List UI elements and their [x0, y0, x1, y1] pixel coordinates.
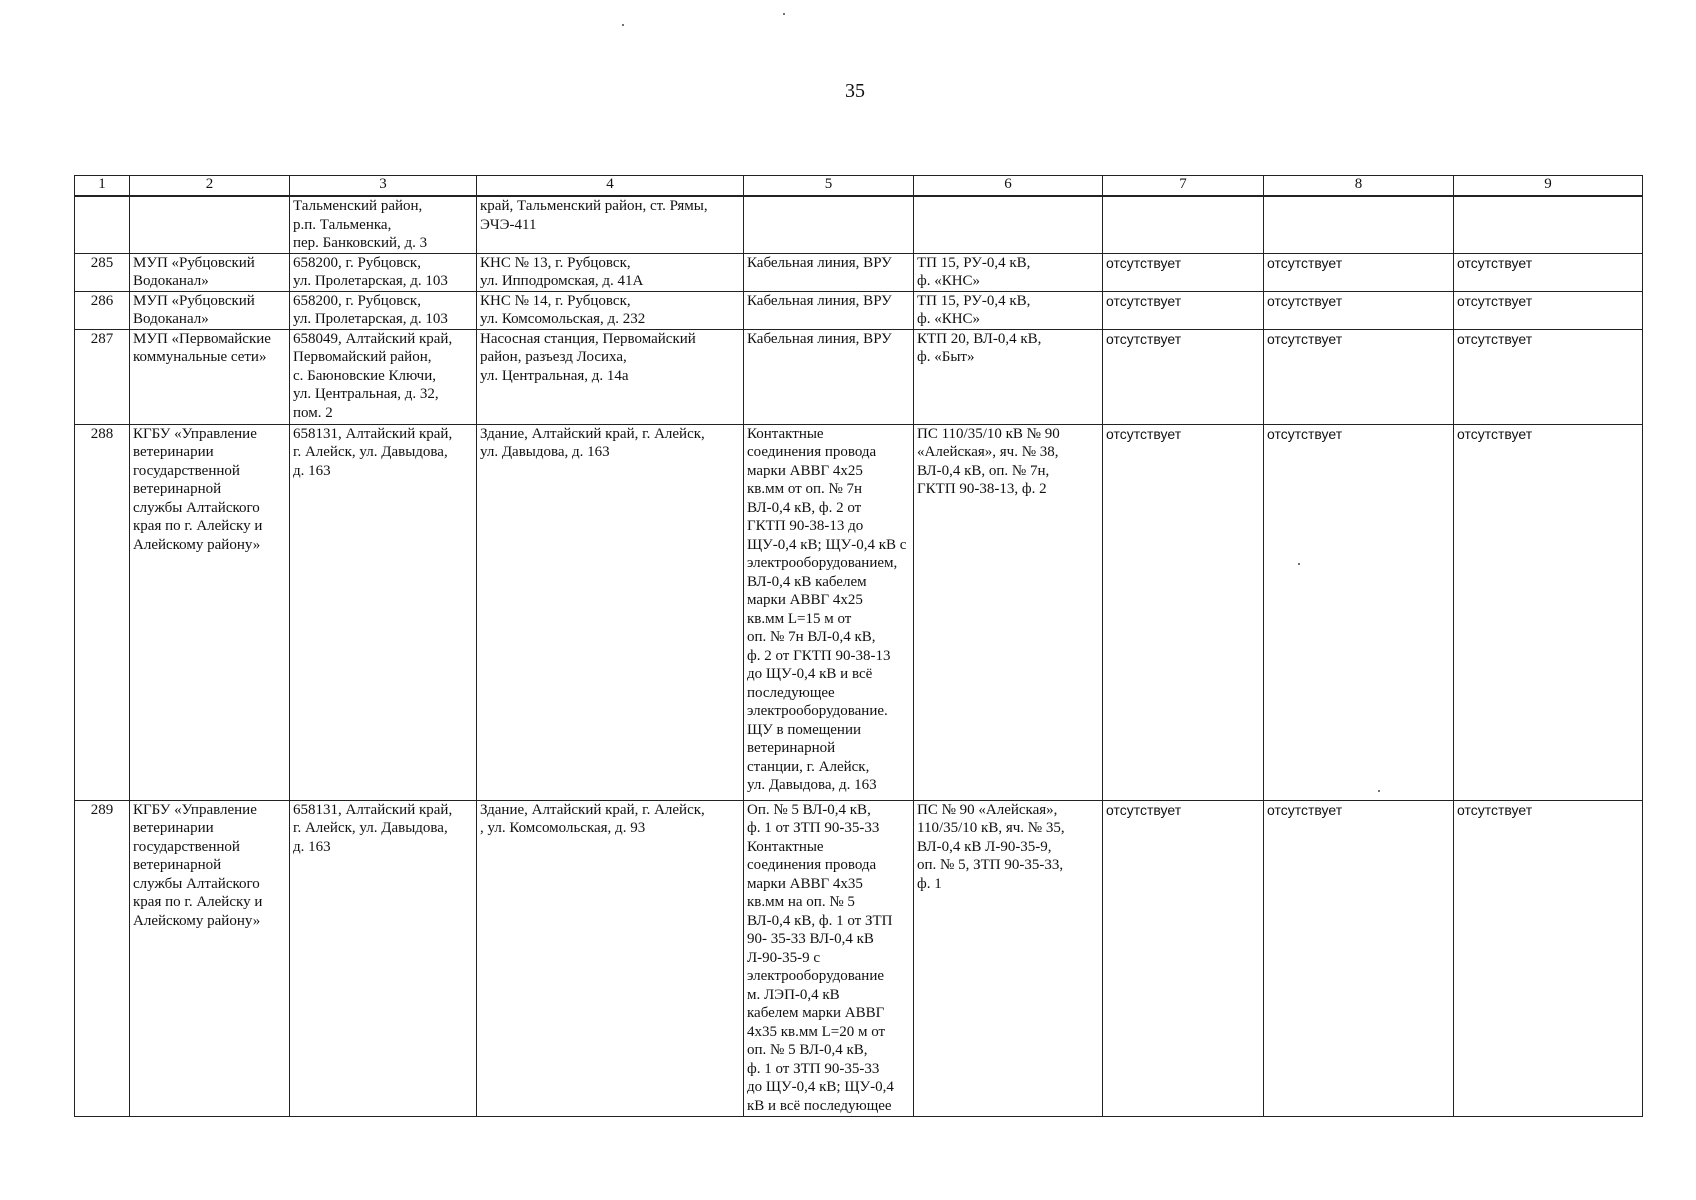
page-number: 35	[845, 80, 865, 102]
status-cell: отсутствует	[1454, 253, 1643, 291]
boundary-cell: Кабельная линия, ВРУ	[744, 329, 914, 424]
column-header: 3	[290, 176, 477, 197]
organization-cell: МУП «Рубцовский Водоканал»	[130, 291, 290, 329]
column-header: 1	[75, 176, 130, 197]
status-cell: отсутствует	[1103, 800, 1264, 1116]
column-header: 4	[477, 176, 744, 197]
status-cell: отсутствует	[1264, 291, 1454, 329]
supply-point-cell: КТП 20, ВЛ-0,4 кВ, ф. «Быт»	[914, 329, 1103, 424]
table-row	[75, 291, 1643, 329]
object-address-cell: Насосная станция, Первомайский район, разъезд Лосиха, ул. Центральная, д. 14а	[477, 329, 744, 424]
object-address-cell: КНС № 13, г. Рубцовск, ул. Ипподромская, д. 41А	[477, 253, 744, 291]
boundary-cell: Кабельная линия, ВРУ	[744, 291, 914, 329]
table-row	[75, 196, 1643, 253]
boundary-cell: Кабельная линия, ВРУ	[744, 253, 914, 291]
organization-cell: МУП «Первомайские коммунальные сети»	[130, 329, 290, 424]
scan-speck	[622, 24, 624, 26]
row-number-cell: 289	[75, 800, 130, 1116]
column-header: 9	[1454, 176, 1643, 197]
row-number-cell	[75, 196, 130, 253]
legal-address-cell: 658131, Алтайский край, г. Алейск, ул. Давыдова, д. 163	[290, 424, 477, 800]
table-row	[75, 329, 1643, 424]
boundary-cell: Оп. № 5 ВЛ-0,4 кВ, ф. 1 от ЗТП 90-35-33 Контактные соединения провода марки АВВГ 4х35 кв.мм на оп. № 5 ВЛ-0,4 кВ, ф. 1 от ЗТП 90- 35-33 ВЛ-0,4 кВ Л-90-35-9 с электрооборудование м. ЛЭП-0,4 кВ кабелем марки АВВГ 4х35 кв.мм L=20 м от оп. № 5 ВЛ-0,4 кВ, ф. 1 от ЗТП 90-35-33 до ЩУ-0,4 кВ; ЩУ-0,4 кВ и всё последующее	[744, 800, 914, 1116]
status-cell	[1454, 196, 1643, 253]
column-header: 8	[1264, 176, 1454, 197]
legal-address-cell: Тальменский район, р.п. Тальменка, пер. Банковский, д. 3	[290, 196, 477, 253]
table-row	[75, 800, 1643, 1116]
column-header: 5	[744, 176, 914, 197]
supply-point-cell: ПС 110/35/10 кВ № 90 «Алейская», яч. № 38, ВЛ-0,4 кВ, оп. № 7н, ГКТП 90-38-13, ф. 2	[914, 424, 1103, 800]
status-cell	[1264, 196, 1454, 253]
status-cell: отсутствует	[1454, 800, 1643, 1116]
object-address-cell: КНС № 14, г. Рубцовск, ул. Комсомольская, д. 232	[477, 291, 744, 329]
table-row	[75, 424, 1643, 800]
organization-cell: КГБУ «Управление ветеринарии государственной ветеринарной службы Алтайского края по г. Алейску и Алейскому району»	[130, 800, 290, 1116]
object-address-cell: Здание, Алтайский край, г. Алейск, , ул. Комсомольская, д. 93	[477, 800, 744, 1116]
table-row	[75, 253, 1643, 291]
data-table	[74, 175, 1643, 1117]
column-header: 6	[914, 176, 1103, 197]
legal-address-cell: 658200, г. Рубцовск, ул. Пролетарская, д. 103	[290, 291, 477, 329]
organization-cell	[130, 196, 290, 253]
table-header-row	[75, 176, 1643, 197]
column-header: 7	[1103, 176, 1264, 197]
row-number-cell: 285	[75, 253, 130, 291]
status-cell	[1103, 196, 1264, 253]
status-cell: отсутствует	[1103, 291, 1264, 329]
object-address-cell: край, Тальменский район, ст. Рямы, ЭЧЭ-411	[477, 196, 744, 253]
organization-cell: КГБУ «Управление ветеринарии государственной ветеринарной службы Алтайского края по г. Алейску и Алейскому району»	[130, 424, 290, 800]
row-number-cell: 287	[75, 329, 130, 424]
status-cell: отсутствует	[1103, 424, 1264, 800]
boundary-cell	[744, 196, 914, 253]
supply-point-cell: ТП 15, РУ-0,4 кВ, ф. «КНС»	[914, 291, 1103, 329]
column-header: 2	[130, 176, 290, 197]
legal-address-cell: 658200, г. Рубцовск, ул. Пролетарская, д. 103	[290, 253, 477, 291]
status-cell: отсутствует	[1103, 329, 1264, 424]
legal-address-cell: 658049, Алтайский край, Первомайский район, с. Баюновские Ключи, ул. Центральная, д. 32, пом. 2	[290, 329, 477, 424]
organization-cell: МУП «Рубцовский Водоканал»	[130, 253, 290, 291]
status-cell: отсутствует	[1454, 291, 1643, 329]
legal-address-cell: 658131, Алтайский край, г. Алейск, ул. Давыдова, д. 163	[290, 800, 477, 1116]
row-number-cell: 288	[75, 424, 130, 800]
status-cell: отсутствует	[1103, 253, 1264, 291]
status-cell: отсутствует	[1264, 800, 1454, 1116]
supply-point-cell	[914, 196, 1103, 253]
supply-point-cell: ТП 15, РУ-0,4 кВ, ф. «КНС»	[914, 253, 1103, 291]
scan-speck	[783, 13, 785, 15]
object-address-cell: Здание, Алтайский край, г. Алейск, ул. Давыдова, д. 163	[477, 424, 744, 800]
boundary-cell: Контактные соединения провода марки АВВГ 4х25 кв.мм от оп. № 7н ВЛ-0,4 кВ, ф. 2 от ГКТП 90-38-13 до ЩУ-0,4 кВ; ЩУ-0,4 кВ с электрооборудованием, ВЛ-0,4 кВ кабелем марки АВВГ 4х25 кв.мм L=15 м от оп. № 7н ВЛ-0,4 кВ, ф. 2 от ГКТП 90-38-13 до ЩУ-0,4 кВ и всё последующее электрооборудование. ЩУ в помещении ветеринарной станции, г. Алейск, ул. Давыдова, д. 163	[744, 424, 914, 800]
supply-point-cell: ПС № 90 «Алейская», 110/35/10 кВ, яч. № 35, ВЛ-0,4 кВ Л-90-35-9, оп. № 5, ЗТП 90-35-33, ф. 1	[914, 800, 1103, 1116]
status-cell: отсутствует	[1454, 329, 1643, 424]
status-cell: отсутствует	[1264, 424, 1454, 800]
row-number-cell: 286	[75, 291, 130, 329]
status-cell: отсутствует	[1454, 424, 1643, 800]
status-cell: отсутствует	[1264, 253, 1454, 291]
status-cell: отсутствует	[1264, 329, 1454, 424]
